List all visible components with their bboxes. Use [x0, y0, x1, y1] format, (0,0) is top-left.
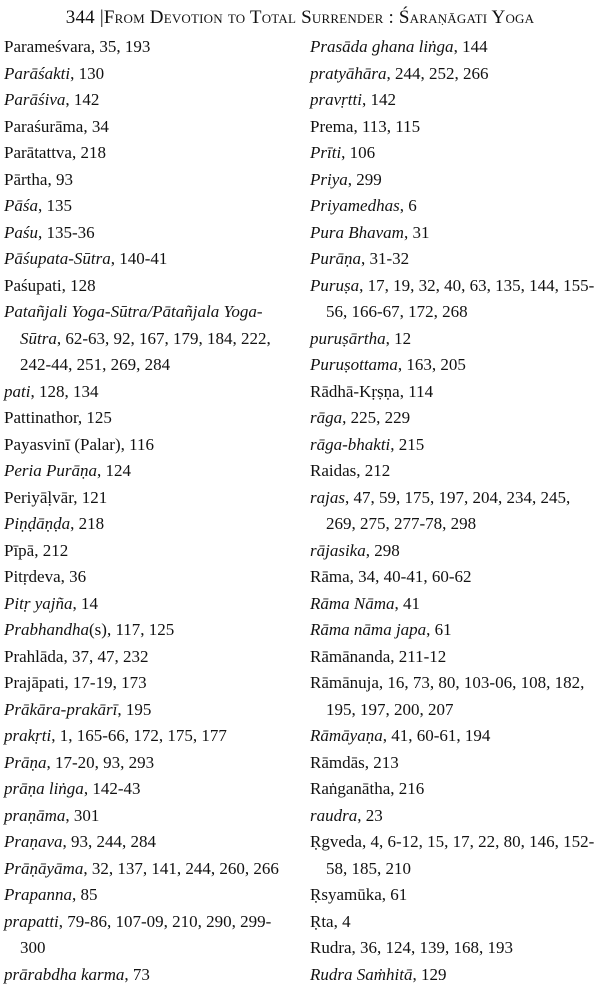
index-term: Rādhā-Kṛṣṇa: [310, 381, 400, 401]
index-term: Rāma nāma japa: [310, 620, 427, 639]
index-page-refs: , 113, 115: [353, 116, 421, 136]
index-page-refs: , 216: [390, 779, 425, 798]
index-entry: [4, 803, 294, 830]
index-term: Priya: [310, 169, 348, 189]
index-term: Raṅganātha: [310, 779, 391, 798]
index-term: Peria Purāṇa: [4, 461, 98, 480]
index-term: Parāśakti: [4, 63, 71, 83]
index-entry: [310, 564, 598, 591]
index-entry: [310, 61, 598, 88]
index-entry: [310, 87, 598, 114]
index-term: prapatti: [4, 911, 59, 931]
index-entry: [310, 326, 598, 353]
index-page-refs: , 298: [365, 540, 400, 560]
index-term: Parameśvara: [4, 37, 91, 56]
index-entry: [310, 723, 598, 750]
index-term: Pura Bhavam: [310, 222, 404, 242]
index-entry: [310, 776, 598, 803]
index-entry: [4, 644, 294, 671]
index-page-refs: , 124: [97, 461, 132, 480]
index-entry: [4, 750, 294, 777]
index-entry: [310, 246, 598, 273]
index-term: Pitṛdeva: [4, 567, 61, 586]
index-term: Pāśupata-Sūtra: [4, 249, 111, 268]
index-entry: [4, 167, 294, 194]
index-term: Prāṇāyāma: [4, 858, 84, 878]
index-term: Rudra Saṁhitā: [310, 964, 413, 984]
index-term: Pattinathor: [4, 408, 78, 427]
index-term: Pīpā: [4, 540, 35, 560]
index-entry: [310, 485, 598, 538]
index-term: Rāmāyaṇa: [310, 726, 383, 745]
index-entry: [310, 167, 598, 194]
index-page-refs: , 31-32: [361, 249, 410, 268]
index-entry: [4, 485, 294, 512]
index-entry: [4, 882, 294, 909]
index-page-refs: , 299: [347, 169, 382, 189]
index-page-refs: , 225, 229: [342, 408, 411, 427]
index-term: Puruṣa: [310, 275, 360, 295]
index-page-refs: , 41: [394, 593, 421, 613]
index-term: pati: [4, 381, 31, 401]
index-term: Piṇḍāṇḍa: [4, 514, 71, 533]
index-page-refs: , 36, 124, 139, 168, 193: [351, 938, 514, 957]
index-term: Patañjali Yoga-Sūtra/Pātañjala Yoga-Sūtra: [4, 302, 263, 348]
index-page-refs: , 61: [426, 620, 452, 639]
index-page-refs: , 47, 59, 175, 197, 204, 234, 245, 269, 275, 277-78, 298: [326, 487, 571, 533]
index-term: praṇāma: [4, 805, 66, 825]
index-page-refs: , 16, 73, 80, 103-06, 108, 182, 195, 197, 200, 207: [326, 673, 585, 719]
index-term: Prapanna: [4, 885, 72, 904]
index-term: Puruṣottama: [310, 355, 398, 374]
index-term: Paraśurāma: [4, 116, 84, 136]
index-entry: [4, 617, 294, 644]
index-term: Paśupati: [4, 275, 62, 295]
index-page-refs: , 12: [385, 328, 412, 348]
index-entry: [4, 246, 294, 273]
index-term: Paśu: [4, 222, 38, 242]
index-term: pravṛtti: [310, 90, 362, 109]
running-header: [0, 4, 600, 32]
index-term: Prāṇa: [4, 752, 47, 772]
index-page-refs: , 14: [72, 593, 98, 613]
index-term: Rāma: [310, 567, 350, 586]
index-term: prakṛti: [4, 726, 52, 745]
index-page-refs: , 213: [364, 752, 399, 772]
index-page-refs: , 244, 252, 266: [386, 63, 489, 83]
index-page-refs: , 135-36: [38, 222, 95, 242]
index-entry: [4, 405, 294, 432]
index-entry: [4, 193, 294, 220]
index-term: pratyāhāra: [310, 63, 387, 83]
index-page-refs: , 17, 19, 32, 40, 63, 135, 144, 155-56, 166-67, 172, 268: [326, 275, 595, 321]
index-entry: [310, 803, 598, 830]
index-term: Rudra: [310, 938, 352, 957]
index-page-refs: , 4, 6-12, 15, 17, 22, 80, 146, 152-58, 185, 210: [326, 832, 595, 878]
index-entry: [4, 962, 294, 989]
index-term: Parātattva: [4, 143, 72, 162]
index-page-refs: , 31: [403, 222, 430, 242]
index-entry: [4, 856, 294, 883]
index-entry: [310, 114, 598, 141]
index-term: Raidas: [310, 461, 357, 480]
index-entry: [310, 882, 598, 909]
index-page-refs: , 211-12: [390, 646, 447, 666]
index-page-refs: , 93: [47, 169, 73, 189]
index-page-refs: , 128, 134: [30, 381, 99, 401]
index-page-refs: , 32, 137, 141, 244, 260, 266: [83, 858, 279, 878]
index-page-refs: , 106: [341, 143, 376, 162]
index-entry: [310, 220, 598, 247]
index-term: Pāśa: [4, 196, 38, 215]
index-column-right: [310, 34, 598, 988]
index-entry: [4, 776, 294, 803]
index-page-refs: , 34: [83, 116, 109, 136]
index-term: Parāśiva: [4, 90, 66, 109]
index-term: Praṇava: [4, 832, 63, 851]
index-page-refs: , 142: [65, 90, 100, 109]
index-term: prāṇa liṅga: [4, 779, 84, 798]
index-page-refs: , 85: [72, 885, 98, 904]
index-term: Rāma Nāma: [310, 593, 395, 613]
index-entry: [310, 750, 598, 777]
index-term: Pitṛ yajña: [4, 593, 73, 613]
index-term: Prema: [310, 116, 354, 136]
index-entry: [310, 432, 598, 459]
running-title: From Devotion to Total Surrender : Śaraṇāgati Yoga: [103, 7, 535, 28]
index-term: Ṛta: [310, 911, 334, 931]
index-term: puruṣārtha: [310, 328, 386, 348]
index-entry: [310, 617, 598, 644]
index-term: Payasvinī (Palar): [4, 434, 121, 454]
index-entry: [310, 962, 598, 989]
index-entry: [4, 34, 294, 61]
index-page-refs: , 301: [65, 805, 100, 825]
index-page-refs: , 4: [333, 911, 351, 931]
index-term: rājasika: [310, 540, 366, 560]
index-page-refs: , 6: [399, 196, 417, 215]
index-page-refs: , 93, 244, 284: [62, 832, 157, 851]
index-term: Prajāpati: [4, 673, 65, 692]
index-entry: [4, 299, 294, 379]
index-entry: [4, 140, 294, 167]
index-entry: [4, 61, 294, 88]
index-entry: [4, 829, 294, 856]
index-term: prārabdha karma: [4, 964, 125, 984]
header-separator: |: [99, 7, 104, 28]
index-entry: [4, 591, 294, 618]
index-column-left: [4, 34, 294, 988]
index-term: Rāmdās: [310, 752, 365, 772]
index-term: Prasāda ghana liṅga: [310, 37, 454, 56]
index-entry: [310, 140, 598, 167]
index-entry: [310, 829, 598, 882]
index-term: Ṛgveda: [310, 832, 362, 851]
index-entry: [4, 458, 294, 485]
index-page-refs: , 17-19, 173: [64, 673, 147, 692]
index-term: Priyamedhas: [310, 196, 400, 215]
index-entry: [4, 909, 294, 962]
index-term: Periyāḷvār: [4, 487, 74, 507]
index-page-refs: , 35, 193: [90, 37, 151, 56]
index-term: Purāṇa: [310, 249, 361, 268]
index-entry: [310, 193, 598, 220]
index-term: Rāmānanda: [310, 646, 391, 666]
index-entry: [4, 87, 294, 114]
index-entry: [310, 538, 598, 565]
index-page-refs: , 212: [356, 461, 391, 480]
index-entry: [4, 432, 294, 459]
index-page-refs: , 36: [60, 567, 87, 586]
index-page-refs: , 34, 40-41, 60-62: [349, 567, 472, 586]
index-entry: [4, 670, 294, 697]
index-term: Prīti: [310, 143, 342, 162]
index-page-refs: , 79-86, 107-09, 210, 290, 299-300: [20, 911, 272, 957]
index-entry: [4, 538, 294, 565]
index-page-refs: , 114: [399, 381, 434, 401]
index-entry: [310, 458, 598, 485]
index-term: Pārtha: [4, 169, 48, 189]
index-term: rāga-bhakti: [310, 434, 391, 454]
index-entry: [4, 379, 294, 406]
index-entry: [310, 591, 598, 618]
index-entry: [310, 644, 598, 671]
index-entry: [4, 723, 294, 750]
index-page-refs: , 135: [38, 196, 72, 215]
index-entry: [310, 909, 598, 936]
index-page-refs: , 128: [61, 275, 96, 295]
index-page-refs: , 195: [117, 699, 152, 719]
index-page-refs: , 121: [73, 487, 108, 507]
index-page-refs: , 37, 47, 232: [63, 646, 149, 666]
index-page-refs: , 23: [357, 805, 383, 825]
index-page-refs: , 129: [412, 964, 447, 984]
index-page-refs: , 116: [120, 434, 154, 454]
index-page-refs: , 142: [361, 90, 396, 109]
index-term: raudra: [310, 805, 358, 825]
index-page-refs: , 218: [70, 514, 105, 533]
index-entry: [4, 220, 294, 247]
index-entry: [310, 935, 598, 962]
index-entry: [4, 511, 294, 538]
index-page-refs: , 1, 165-66, 172, 175, 177: [51, 726, 227, 745]
index-page-refs: , 144: [453, 37, 488, 56]
page-number: 344: [65, 7, 95, 28]
index-page-refs: , 163, 205: [397, 355, 466, 374]
index-term: Prabhandha: [4, 620, 89, 639]
index-entry: [310, 34, 598, 61]
index-page-refs: (s), 117, 125: [89, 620, 175, 639]
index-page-refs: , 218: [71, 143, 106, 162]
index-entry: [310, 405, 598, 432]
index-entry: [310, 273, 598, 326]
index-entry: [4, 564, 294, 591]
index-entry: [4, 273, 294, 300]
index-page-refs: , 130: [70, 63, 105, 83]
index-page-refs: , 142-43: [83, 779, 141, 798]
index-page-refs: , 215: [390, 434, 425, 454]
index-term: rāga: [310, 408, 343, 427]
index-page-refs: , 125: [77, 408, 112, 427]
index-term: Rāmānuja: [310, 673, 379, 692]
index-page-refs: , 140-41: [110, 249, 168, 268]
index-entry: [310, 670, 598, 723]
index-page-refs: , 62-63, 92, 167, 179, 184, 222, 242-44, 251, 269, 284: [20, 328, 271, 374]
index-entry: [4, 697, 294, 724]
index-term: Prahlāda: [4, 646, 64, 666]
index-page-refs: , 212: [34, 540, 69, 560]
index-page-refs: , 17-20, 93, 293: [46, 752, 155, 772]
index-term: Prākāra-prakārī: [4, 699, 118, 719]
index-term: rajas: [310, 487, 345, 507]
index-page-refs: , 61: [381, 885, 408, 904]
index-entry: [310, 379, 598, 406]
index-page-refs: , 73: [124, 964, 150, 984]
index-entry: [310, 352, 598, 379]
index-page-refs: , 41, 60-61, 194: [382, 726, 491, 745]
index-entry: [4, 114, 294, 141]
index-term: Ṛsyamūka: [310, 885, 382, 904]
